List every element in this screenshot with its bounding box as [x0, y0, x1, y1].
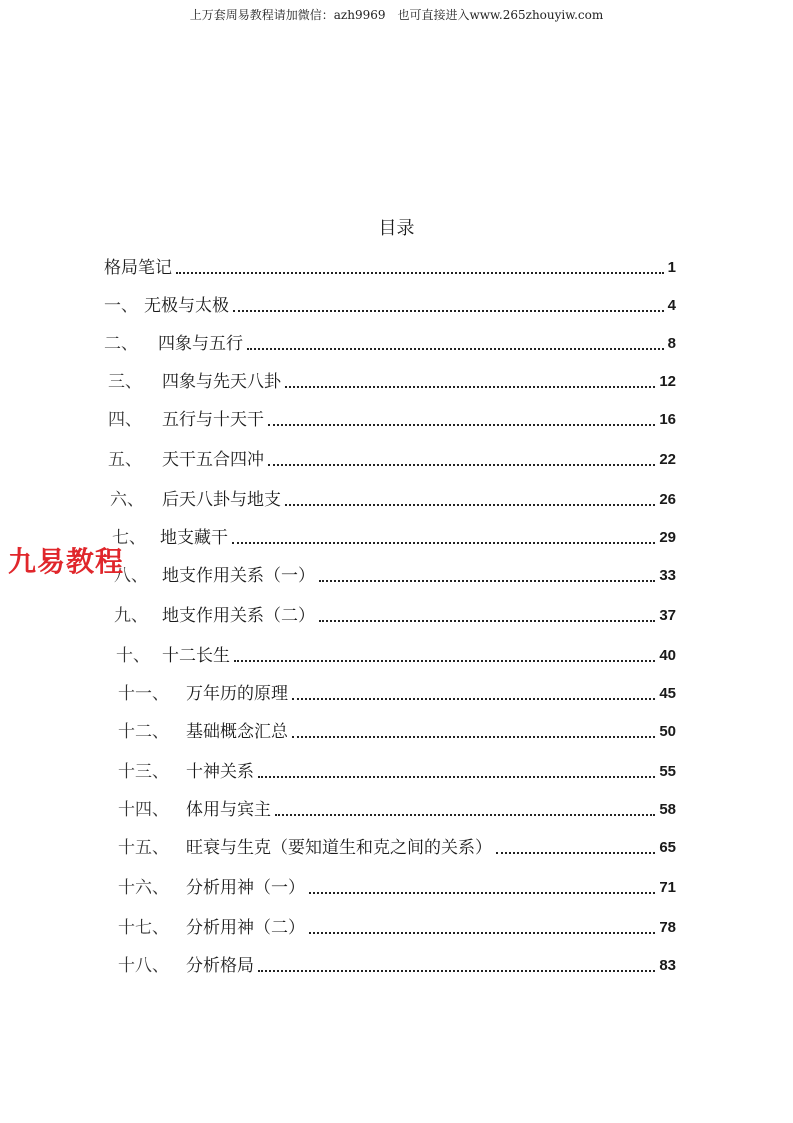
toc-entry-page: 40: [659, 647, 676, 664]
toc-entry[interactable]: [104, 290, 676, 318]
toc-entry[interactable]: [118, 912, 676, 940]
toc-entry[interactable]: [108, 366, 676, 394]
toc-entry-page: 83: [659, 957, 676, 974]
toc-dot-leader: [233, 309, 664, 312]
toc-dot-leader: [176, 271, 664, 274]
toc-entry-number: 十二、: [118, 722, 169, 742]
toc-entry-label: 天干五合四冲: [162, 450, 264, 470]
toc-entry-page: 4: [667, 297, 676, 314]
toc-entry-number: 十三、: [118, 762, 169, 782]
toc-entry-page: 78: [659, 919, 676, 936]
toc-entry-label: 地支作用关系（一）: [162, 566, 315, 586]
toc-entry-label: 四象与五行: [158, 334, 243, 354]
watermark-logo: 九易教程: [8, 545, 125, 578]
toc-entry[interactable]: [118, 950, 676, 978]
toc-entry-label: 后天八卦与地支: [162, 490, 281, 510]
toc-dot-leader: [268, 463, 655, 466]
toc-entry-number: 七、: [112, 528, 146, 548]
toc-entry-page: 8: [667, 335, 676, 352]
toc-dot-leader: [309, 891, 655, 894]
toc-entry-page: 58: [659, 801, 676, 818]
toc-entry-label: 基础概念汇总: [186, 722, 288, 742]
toc-entry-page: 1: [667, 259, 676, 276]
toc-entry-number: 二、: [104, 334, 138, 354]
toc-dot-leader: [285, 503, 655, 506]
toc-entry[interactable]: [116, 640, 676, 668]
toc-entry-label: 十神关系: [186, 762, 254, 782]
toc-entry-page: 55: [659, 763, 676, 780]
toc-dot-leader: [258, 969, 655, 972]
toc-entry-label: 分析用神（一）: [186, 878, 305, 898]
toc-dot-leader: [319, 579, 655, 582]
toc-entry[interactable]: [118, 872, 676, 900]
toc-entry-label: 地支藏干: [160, 528, 228, 548]
toc-entry-label: 分析用神（二）: [186, 918, 305, 938]
toc-entry-number: 八、: [114, 566, 148, 586]
toc-entry[interactable]: [118, 756, 676, 784]
toc-entry-page: 12: [659, 373, 676, 390]
toc-entry-page: 65: [659, 839, 676, 856]
toc-entry[interactable]: [118, 678, 676, 706]
toc-entry[interactable]: [112, 522, 676, 550]
toc-entry[interactable]: [114, 600, 676, 628]
toc-entry-number: 十六、: [118, 878, 169, 898]
toc-entry[interactable]: [108, 444, 676, 472]
toc-entry-number: 三、: [108, 372, 142, 392]
toc-entry-label: 十二长生: [162, 646, 230, 666]
toc-dot-leader: [292, 735, 655, 738]
toc-dot-leader: [275, 813, 655, 816]
toc-entry-page: 22: [659, 451, 676, 468]
toc-entry-label: 万年历的原理: [186, 684, 288, 704]
toc-dot-leader: [292, 697, 655, 700]
toc-entry-number: 六、: [110, 490, 144, 510]
toc-entry-page: 33: [659, 567, 676, 584]
toc-entry-label: 五行与十天干: [162, 410, 264, 430]
toc-entry[interactable]: [114, 560, 676, 588]
toc-entry-label: 地支作用关系（二）: [162, 606, 315, 626]
toc-entry-page: 37: [659, 607, 676, 624]
toc-dot-leader: [268, 423, 655, 426]
toc-entry-label: 体用与宾主: [186, 800, 271, 820]
toc-entry-page: 50: [659, 723, 676, 740]
toc-entry[interactable]: [118, 716, 676, 744]
header-note: 上万套周易教程请加微信：azh9969 也可直接进入www.265zhouyiw.com: [189, 8, 604, 22]
toc-dot-leader: [496, 851, 655, 854]
toc-entry[interactable]: [118, 794, 676, 822]
toc-entry-label: 旺衰与生克（要知道生和克之间的关系）: [186, 838, 492, 858]
toc-title: 目录: [378, 218, 415, 239]
toc-entry-number: 十、: [116, 646, 150, 666]
toc-entry-number: 十四、: [118, 800, 169, 820]
toc-entry-number: 四、: [108, 410, 142, 430]
toc-entry[interactable]: [110, 484, 676, 512]
toc-entry-label: 无极与太极: [144, 296, 229, 316]
toc-entry-number: 十一、: [118, 684, 169, 704]
toc-entry-number: 一、: [104, 296, 138, 316]
toc-entry-number: 十五、: [118, 838, 169, 858]
toc-entry-number: 九、: [114, 606, 148, 626]
toc-entry-page: 29: [659, 529, 676, 546]
toc-entry-page: 71: [659, 879, 676, 896]
toc-dot-leader: [285, 385, 655, 388]
toc-entry[interactable]: [108, 404, 676, 432]
toc-dot-leader: [232, 541, 655, 544]
toc-entry[interactable]: [104, 252, 676, 280]
toc-dot-leader: [258, 775, 655, 778]
toc-dot-leader: [247, 347, 664, 350]
toc-entry-label: 四象与先天八卦: [162, 372, 281, 392]
toc-entry-page: 45: [659, 685, 676, 702]
toc-dot-leader: [309, 931, 655, 934]
toc-entry-page: 16: [659, 411, 676, 428]
toc-entry-number: 十七、: [118, 918, 169, 938]
toc-entry-number: 五、: [108, 450, 142, 470]
toc-dot-leader: [234, 659, 655, 662]
toc-entry-label: 格局笔记: [104, 258, 172, 278]
toc-dot-leader: [319, 619, 655, 622]
toc-entry-page: 26: [659, 491, 676, 508]
toc-entry[interactable]: [118, 832, 676, 860]
toc-entry-number: 十八、: [118, 956, 169, 976]
toc-entry[interactable]: [104, 328, 676, 356]
toc-entry-label: 分析格局: [186, 956, 254, 976]
